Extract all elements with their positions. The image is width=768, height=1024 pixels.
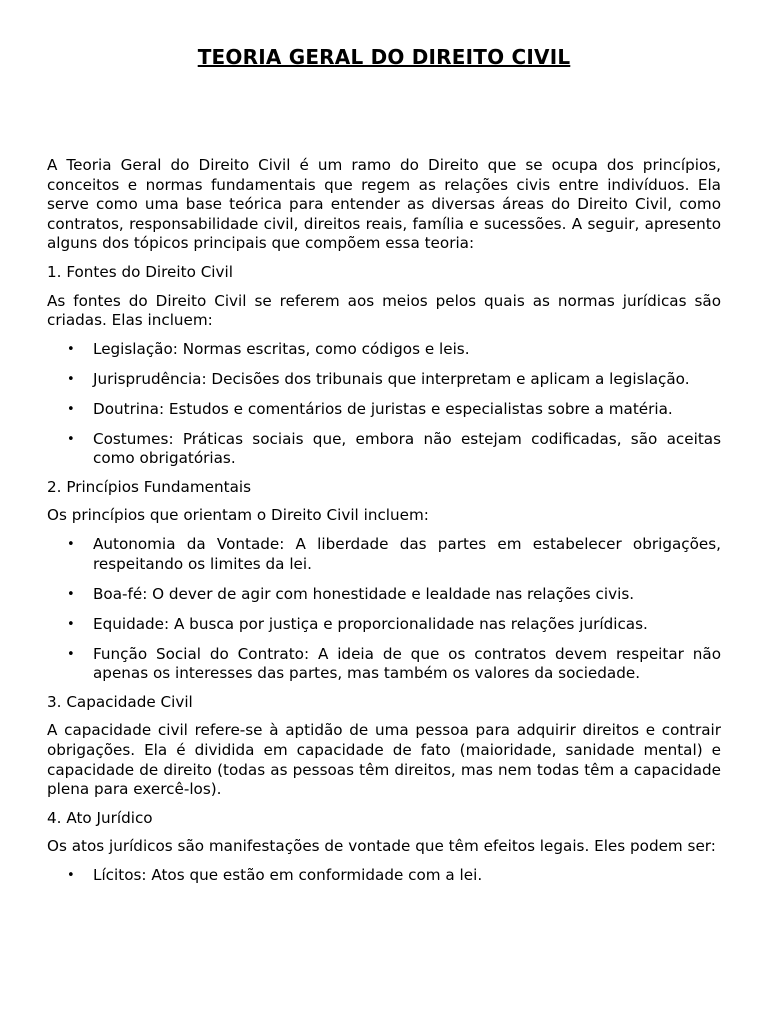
list-item: [47, 645, 721, 684]
section-heading-principios: 2. Princípios Fundamentais: [47, 477, 252, 496]
intro-paragraph: A Teoria Geral do Direito Civil é um ramo do Direito que se ocupa dos princípios, conceitos e normas fundamentais que regem as relações civis entre indivíduos. Ela serve como uma base teórica para entender as diversas áreas do Direito Civil, como contratos, responsabilidade civil, direitos reais, família e sucessões. A seguir, apresento alguns dos tópicos principais que compõem essa teoria:: [47, 156, 721, 253]
list-item-text: Legislação: Normas escritas, como códigos e leis.: [93, 339, 470, 358]
section-text-principios: Os princípios que orientam o Direito Civil incluem:: [47, 506, 429, 525]
list-item: [47, 400, 721, 420]
bullet-icon: •: [67, 401, 75, 417]
list-item: [47, 430, 721, 469]
bullet-list-ato-juridico: [47, 866, 721, 886]
section-heading-capacidade: 3. Capacidade Civil: [47, 692, 193, 711]
section-text-capacidade: A capacidade civil refere-se à aptidão de uma pessoa para adquirir direitos e contrair obrigações. Ela é dividida em capacidade de fato (maioridade, sanidade mental) e capacidade de direito (todas as pessoas têm direitos, mas nem todas têm a capacidade plena para exercê-los).: [47, 721, 721, 799]
list-item-text: Boa-fé: O dever de agir com honestidade e lealdade nas relações civis.: [93, 584, 635, 603]
page-title: TEORIA GERAL DO DIREITO CIVIL: [197, 45, 571, 69]
bullet-icon: •: [67, 341, 75, 357]
list-item-text: Jurisprudência: Decisões dos tribunais que interpretam e aplicam a legislação.: [93, 369, 690, 388]
bullet-icon: •: [67, 867, 75, 883]
list-item: [47, 585, 721, 605]
list-item-text: Doutrina: Estudos e comentários de juristas e especialistas sobre a matéria.: [93, 399, 673, 418]
section-text-ato-juridico: Os atos jurídicos são manifestações de vontade que têm efeitos legais. Eles podem ser:: [47, 837, 716, 856]
list-item-text: Costumes: Práticas sociais que, embora não estejam codificadas, são aceitas como obrigatórias.: [93, 429, 721, 468]
bullet-list-principios: [47, 535, 721, 684]
bullet-icon: •: [67, 371, 75, 387]
bullet-icon: •: [67, 646, 75, 662]
list-item-text: Autonomia da Vontade: A liberdade das partes em estabelecer obrigações, respeitando os limites da lei.: [93, 535, 721, 573]
bullet-icon: •: [67, 431, 75, 447]
list-item: [47, 370, 721, 390]
bullet-icon: •: [67, 616, 75, 632]
bullet-icon: •: [67, 586, 75, 602]
section-heading-fontes: 1. Fontes do Direito Civil: [47, 262, 233, 281]
bullet-icon: •: [67, 537, 75, 553]
bullet-list-fontes: [47, 340, 721, 469]
list-item: [47, 340, 721, 360]
list-item: [47, 615, 721, 635]
section-heading-ato-juridico: 4. Ato Jurídico: [47, 808, 153, 827]
list-item-text: Função Social do Contrato: A ideia de que os contratos devem respeitar não apenas os interesses das partes, mas também os valores da sociedade.: [93, 644, 721, 683]
list-item-text: Equidade: A busca por justiça e proporcionalidade nas relações jurídicas.: [93, 614, 648, 633]
section-text-fontes: As fontes do Direito Civil se referem aos meios pelos quais as normas jurídicas são criadas. Elas incluem:: [47, 291, 721, 330]
list-item: [47, 535, 721, 574]
list-item-text: Lícitos: Atos que estão em conformidade com a lei.: [93, 865, 483, 884]
list-item: [47, 866, 721, 886]
